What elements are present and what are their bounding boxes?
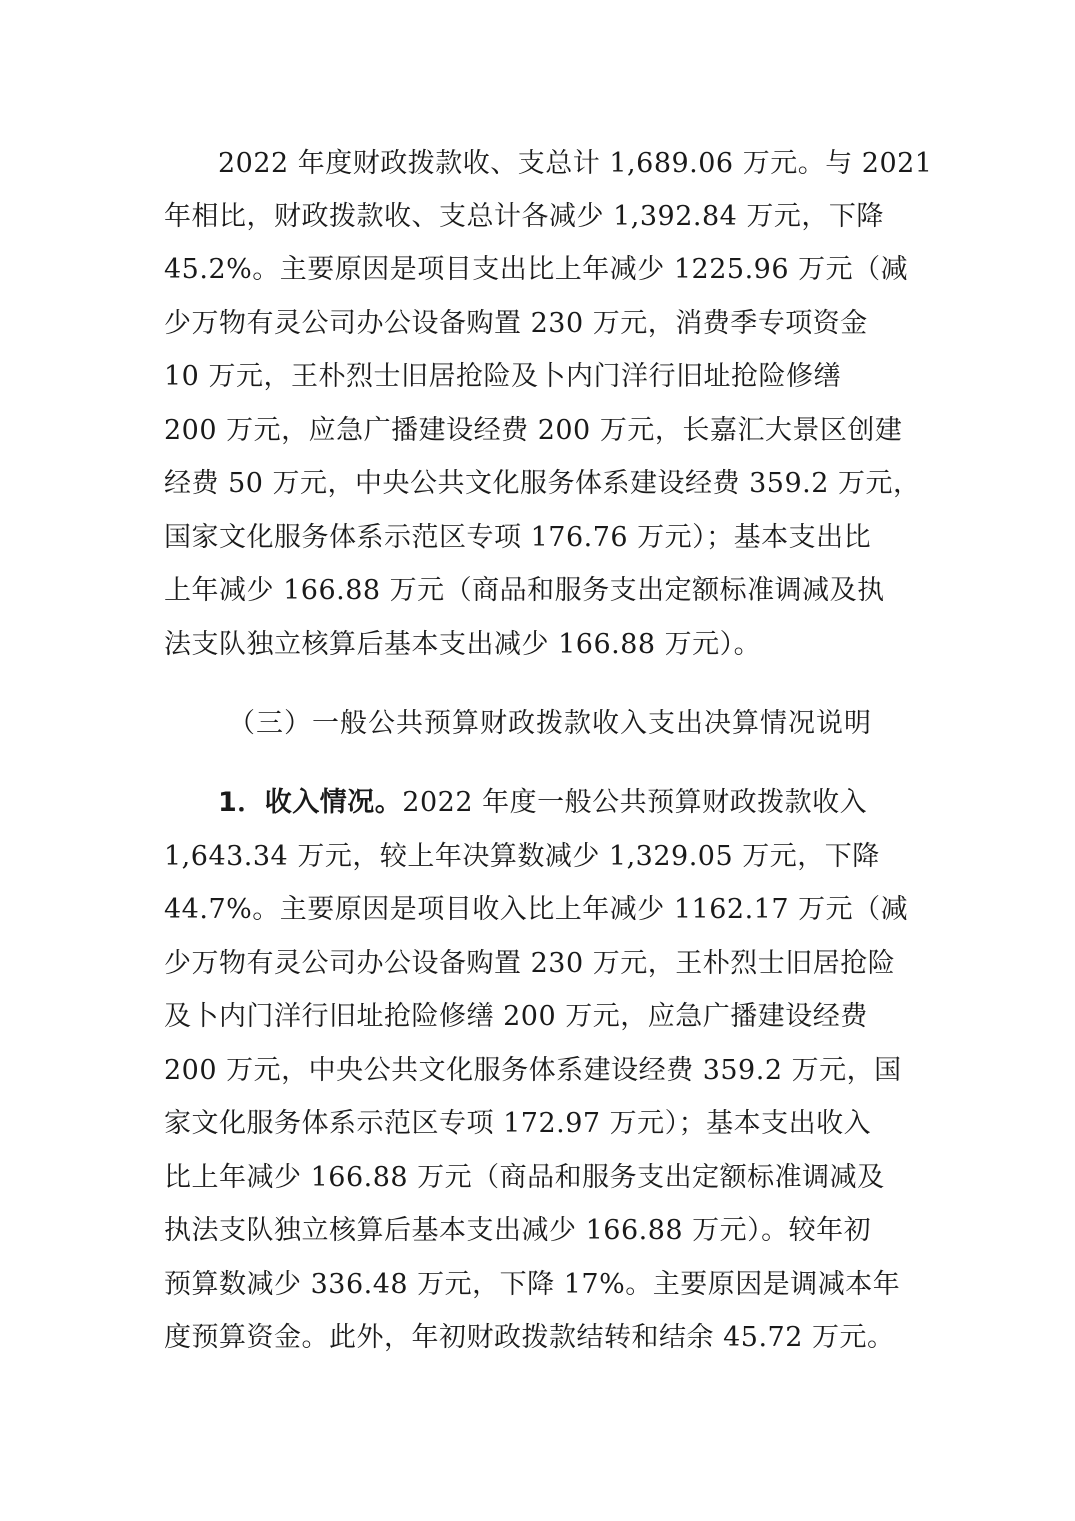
para2-line-3: 44.7%。主要原因是项目收入比上年减少 1162.17 万元（减 [164,894,909,925]
para1-line-10: 法支队独立核算后基本支出减少 166.88 万元）。 [164,629,762,660]
para2-line-9: 执法支队独立核算后基本支出减少 166.88 万元）。较年初 [164,1215,872,1246]
para1-line-5: 10 万元，王朴烈士旧居抢险及卜内门洋行旧址抢险修缮 [164,361,841,392]
para2-line-1-text: 2022 年度一般公共预算财政拨款收入 [402,787,868,818]
section-heading: （三）一般公共预算财政拨款收入支出决算情况说明 [228,708,872,739]
para2-line-11: 度预算资金。此外，年初财政拨款结转和结余 45.72 万元。 [164,1322,895,1353]
para1-line-6: 200 万元，应急广播建设经费 200 万元，长嘉汇大景区创建 [164,415,903,446]
para1-line-4: 少万物有灵公司办公设备购置 230 万元，消费季专项资金 [164,308,868,339]
para2-line-4: 少万物有灵公司办公设备购置 230 万元，王朴烈士旧居抢险 [164,948,896,979]
para2-line-10: 预算数减少 336.48 万元，下降 17%。主要原因是调减本年 [164,1269,901,1300]
para2-line-5: 及卜内门洋行旧址抢险修缮 200 万元，应急广播建设经费 [164,1001,868,1032]
para1-line-1: 2022 年度财政拨款收、支总计 1,689.06 万元。与 2021 [218,148,933,179]
para1-line-7: 经费 50 万元，中央公共文化服务体系建设经费 359.2 万元， [164,468,921,499]
para2-line-6: 200 万元，中央公共文化服务体系建设经费 359.2 万元，国 [164,1055,902,1086]
para2-line-2: 1,643.34 万元，较上年决算数减少 1,329.05 万元，下降 [164,841,880,872]
para2-line-8: 比上年减少 166.88 万元（商品和服务支出定额标准调减及 [164,1162,885,1193]
para1-line-3: 45.2%。主要原因是项目支出比上年减少 1225.96 万元（减 [164,254,909,285]
para2-lead-heading: 1．收入情况。 [218,787,403,818]
para1-line-2: 年相比，财政拨款收、支总计各减少 1,392.84 万元，下降 [164,201,884,232]
para1-line-8: 国家文化服务体系示范区专项 176.76 万元）；基本支出比 [164,522,872,553]
para1-line-9: 上年减少 166.88 万元（商品和服务支出定额标准调减及执 [164,575,885,606]
para2-line-1 [218,785,867,821]
para2-line-7: 家文化服务体系示范区专项 172.97 万元）；基本支出收入 [164,1108,872,1139]
